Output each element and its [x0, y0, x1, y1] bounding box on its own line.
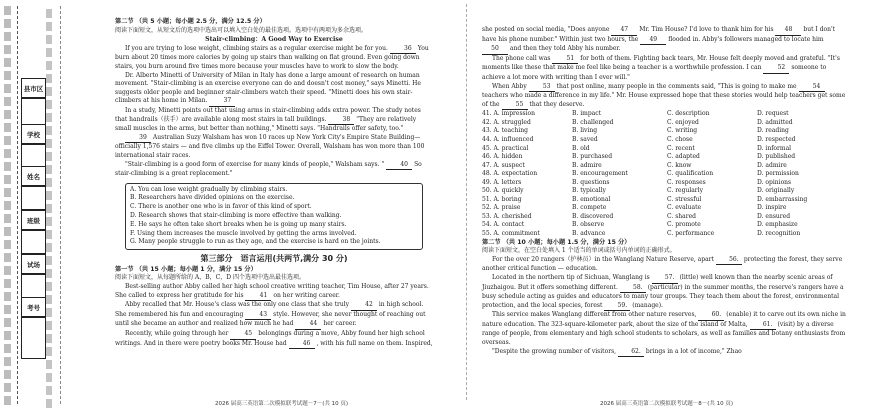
- binding-mark: [4, 370, 11, 379]
- option-item: A. You can lose weight gradually by climbing stairs.: [130, 185, 288, 193]
- blank-59[interactable]: 59.: [604, 302, 630, 312]
- text: This service makes Wanglang different from other nature reserves,: [492, 311, 697, 319]
- binding-mark: [4, 396, 11, 405]
- binding-mark: [46, 243, 52, 252]
- text: (manage).: [632, 301, 663, 309]
- text: brings in a lot of income," Zhao: [645, 347, 742, 355]
- text: For the over 20 rangers（护林员）in the Wanglang Nature Reserve, apart: [492, 255, 714, 263]
- option-item: D. Research shows that stair-climbing is more effective than walking.: [130, 212, 342, 220]
- options-box: [125, 183, 423, 251]
- paragraph: [482, 256, 847, 274]
- passage-title: Stair-climbing：A Good Way to Exercise: [205, 36, 343, 44]
- binding-marks-right: [46, 0, 55, 409]
- option-cell[interactable]: D. request: [757, 110, 789, 118]
- binding-mark: [46, 386, 52, 395]
- binding-mark: [4, 162, 11, 171]
- section-heading: 第一节 （共 15 小题；每小题 1 分，满分 15 分）: [115, 265, 257, 273]
- option-cell[interactable]: B. questions: [572, 178, 610, 186]
- option-cell[interactable]: C. description: [667, 110, 710, 118]
- option-cell[interactable]: C. chose: [667, 135, 693, 143]
- field-label: 县市区: [21, 78, 46, 98]
- option-cell[interactable]: C. recent: [667, 144, 695, 152]
- blank-46[interactable]: 46: [289, 340, 315, 350]
- field-label: 班级: [21, 210, 46, 230]
- binding-mark: [46, 113, 52, 122]
- text: Mr. Tim House? I'd love to thank him for his: [639, 26, 774, 33]
- binding-mark: [4, 175, 11, 184]
- binding-mark: [4, 279, 11, 288]
- binding-mark: [46, 126, 52, 135]
- blank-48[interactable]: 48: [775, 26, 801, 36]
- option-cell[interactable]: D. admitted: [757, 118, 793, 126]
- field-label: 学校: [21, 124, 46, 144]
- option-cell[interactable]: 51. A. boring: [482, 195, 522, 203]
- text: for both of them. Fighting back tears, Mr. House felt deeply moved and grateful. "It's moments like these that make me feel like being a teacher is a worthwhile profession. I can: [482, 54, 840, 72]
- option-cell[interactable]: 55. A. commitment: [482, 230, 540, 237]
- binding-mark: [46, 22, 52, 31]
- binding-mark: [4, 240, 11, 249]
- binding-mark: [4, 305, 11, 314]
- option-cell[interactable]: 49. A. letters: [482, 178, 522, 186]
- right-column: [482, 26, 847, 357]
- text: If you are trying to lose weight, climbing stairs as a regular exercise might be for you.: [125, 44, 388, 52]
- binding-mark: [46, 178, 52, 187]
- binding-mark: [4, 149, 11, 158]
- binding-mark: [4, 383, 11, 392]
- option-cell[interactable]: B. encouragement: [572, 170, 628, 178]
- text: protecting the forest, they serve another critical function — education.: [482, 255, 843, 273]
- blank-50[interactable]: 50: [482, 45, 508, 55]
- paragraph: [115, 134, 433, 161]
- field-box[interactable]: [21, 186, 46, 210]
- binding-mark: [4, 201, 11, 210]
- binding-mark: [46, 35, 52, 44]
- section-instructions: 阅读下面短文，从短文后的选项中选出可以填入空白处的最佳选项。选项中有两项为多余选项。: [115, 26, 368, 34]
- option-cell[interactable]: D. inspire: [757, 204, 787, 212]
- section-heading: 第二节 （共 5 小题；每小题 2.5 分，满分 12.5 分）: [115, 18, 266, 25]
- binding-mark: [46, 9, 52, 18]
- option-cell[interactable]: B. old: [572, 144, 590, 152]
- paragraph: [115, 330, 433, 349]
- option-cell[interactable]: B. typically: [572, 187, 606, 195]
- binding-mark: [4, 357, 11, 366]
- option-cell[interactable]: C. know: [667, 161, 692, 169]
- option-cell[interactable]: D. emphasize: [757, 221, 798, 229]
- option-cell[interactable]: C. shared: [667, 212, 696, 220]
- option-cell[interactable]: B. challenged: [572, 118, 614, 126]
- text: Best-selling author Abby called her high school creative writing teacher, Tim House, after 27 years. She called to express her gratitude for his: [115, 283, 429, 299]
- text: When Abby: [492, 82, 527, 90]
- page-footer-right: 2026 届高三英语第二次模拟联考试题－8－(共 10 页): [600, 401, 734, 407]
- binding-mark: [46, 230, 52, 239]
- option-cell[interactable]: D. recognition: [757, 230, 801, 237]
- binding-mark: [4, 123, 11, 132]
- option-cell[interactable]: D. respected: [757, 135, 796, 143]
- text: that post online, many people in the comments said, "This is going to make me: [556, 82, 797, 90]
- field-box[interactable]: [21, 317, 46, 359]
- binding-mark: [4, 266, 11, 275]
- binding-mark: [4, 45, 11, 54]
- binding-mark: [4, 136, 11, 145]
- option-cell[interactable]: D. informal: [757, 144, 792, 152]
- text: "Stair-climbing is a good form of exercise for many kinds of people," Walsham says. ": [125, 160, 385, 168]
- option-cell[interactable]: C. adapted: [667, 153, 700, 161]
- binding-mark: [46, 399, 52, 408]
- field-label: 考号: [21, 297, 46, 317]
- field-box[interactable]: [21, 144, 46, 168]
- binding-mark: [4, 19, 11, 28]
- option-cell[interactable]: C. evaluate: [667, 204, 702, 212]
- blank-49[interactable]: 49: [640, 36, 666, 46]
- binding-mark: [46, 308, 52, 317]
- blank-52[interactable]: 52: [763, 64, 789, 74]
- text: You burn about 20 times more calories by going up stairs than walking on flat ground. Even going down stairs, you burn around five times more because your muscles have to work to slow the body.: [115, 44, 429, 70]
- binding-mark: [46, 347, 52, 356]
- option-cell[interactable]: B. discovered: [572, 212, 614, 220]
- binding-mark: [4, 214, 11, 223]
- paragraph: [482, 55, 847, 83]
- paragraph: [482, 274, 847, 311]
- binding-mark: [46, 165, 52, 174]
- cut-line: [17, 6, 18, 404]
- binding-mark: [4, 84, 11, 93]
- binding-mark: [46, 139, 52, 148]
- binding-mark: [4, 227, 11, 236]
- binding-mark: [46, 373, 52, 382]
- binding-margin: [0, 0, 62, 409]
- option-cell[interactable]: B. impact: [572, 110, 602, 118]
- binding-mark: [4, 331, 11, 340]
- section-instructions: 阅读下面短文，从每题所给的 A，B，C，D 四个选项中选出最佳选项。: [115, 274, 305, 282]
- binding-mark: [46, 269, 52, 278]
- paragraph: [115, 301, 433, 330]
- text: and then they told Abby his number.: [509, 45, 621, 53]
- text: So stair-climbing is a great replacement.": [115, 160, 422, 178]
- text: Located in the northern tip of Sichuan, Wanglang is: [492, 273, 650, 281]
- option-cell[interactable]: D. permission: [757, 170, 799, 178]
- text: belongings during a move, Abby found her high school writings. And in there were poetry books Mr. House had: [115, 330, 425, 347]
- text: in high school. She remembered his fun and encouraging: [115, 301, 424, 318]
- text: flooded in. Abby's followers managed to locate him: [668, 35, 824, 43]
- blank-51[interactable]: 51: [552, 55, 578, 65]
- binding-mark: [46, 295, 52, 304]
- field-label: 试场: [21, 254, 46, 274]
- option-cell[interactable]: D. opinions: [757, 178, 792, 186]
- text: but I don't have his phone number." Within just two hours, the: [482, 26, 836, 43]
- binding-mark: [46, 152, 52, 161]
- text: (particular) in the summer months, the reserve's rangers have a busy schedule acting as guides and educators to many tour groups. They teach them about the forest, environmental protection, and the local species, forest: [482, 283, 844, 309]
- text: "Despite the growing number of visitors,: [492, 347, 617, 355]
- option-cell[interactable]: 46. A. hidden: [482, 153, 523, 161]
- paragraph: [482, 83, 847, 111]
- text: style. However, she never thought of reaching out until she became an author and realized how much he had: [115, 310, 426, 328]
- text: her career.: [323, 320, 357, 328]
- blank-56[interactable]: 56.: [716, 256, 742, 266]
- text: (little) well known than the nearby scenic areas of Jiuzhaigou. But it offers something different.: [482, 273, 833, 291]
- option-item: C. There is another one who is in favor of this kind of sport.: [130, 203, 312, 211]
- blank-57[interactable]: 57.: [652, 274, 678, 284]
- blank-36[interactable]: 36: [390, 45, 416, 55]
- option-cell[interactable]: D. ensured: [757, 212, 791, 220]
- text: Australian Suzy Walsham has won 10 races up New York City's Empire State Building—officially 1,576 stairs — and five climbs up the Eiffel Tower. Overall, Walsham has won more than 100 international stair races.: [115, 133, 425, 159]
- option-cell[interactable]: C. qualification: [667, 170, 714, 178]
- binding-mark: [46, 217, 52, 226]
- option-cell[interactable]: 54. A. contact: [482, 221, 525, 229]
- blank-62[interactable]: 62.: [618, 348, 644, 358]
- option-cell[interactable]: 43. A. teaching: [482, 127, 528, 135]
- blank-39[interactable]: 39: [125, 134, 151, 144]
- blank-45[interactable]: 45: [230, 330, 256, 340]
- blank-58[interactable]: 58.: [620, 284, 646, 294]
- option-cell[interactable]: 41. A. impression: [482, 110, 536, 118]
- page-divider: [466, 4, 467, 400]
- binding-mark: [46, 48, 52, 57]
- option-cell[interactable]: B. compete: [572, 204, 607, 212]
- paragraph: [115, 107, 433, 134]
- binding-mark: [4, 32, 11, 41]
- text: teachers who made a difference in my life." Mr. House expressed hope that these stories would help teachers get some of the: [482, 92, 846, 108]
- binding-mark: [46, 204, 52, 213]
- paragraph: [115, 45, 433, 72]
- field-box[interactable]: [21, 274, 46, 298]
- blank-47[interactable]: 47: [611, 26, 637, 36]
- option-cell[interactable]: B. emotional: [572, 195, 611, 203]
- binding-mark: [46, 360, 52, 369]
- binding-mark: [46, 282, 52, 291]
- binding-mark: [4, 344, 11, 353]
- option-item: E. He says he often take short breaks when he is going up many stairs.: [130, 220, 347, 228]
- paragraph: [115, 283, 433, 301]
- field-box[interactable]: [21, 98, 46, 126]
- binding-mark: [4, 318, 11, 327]
- blank-54[interactable]: 54: [799, 83, 825, 93]
- cut-line-inner: [60, 6, 61, 404]
- page-footer-left: 2026 届高三英语第二次模拟联考试题－7－(共 10 页): [215, 401, 349, 407]
- blank-43[interactable]: 43: [245, 311, 271, 321]
- blank-55[interactable]: 55: [502, 101, 528, 111]
- option-cell[interactable]: C. enjoyed: [667, 118, 699, 126]
- binding-mark: [46, 191, 52, 200]
- option-cell[interactable]: D. published: [757, 153, 796, 161]
- binding-mark: [46, 321, 52, 330]
- option-item: F. Using them increases the muscle involved by getting the arms involved.: [130, 229, 357, 237]
- text: Dr. Alberto Minetti of University of Milan in Italy has done a large amount of research on human movement. "Stair-climbing is an exercise everyone can do and doesn't cost money," says Minetti. He suggests older people and beginner stair-climbers watch their speed. "Minetti does his own stair-climbers at his home in Milan.: [115, 71, 421, 105]
- option-cell[interactable]: C. promote: [667, 221, 701, 229]
- text: Abby recalled that Mr. House's class was the only one class that she truly: [125, 301, 350, 309]
- section-instructions: 阅读下面短文，在空白处填入 1 个适当的单词或括号内单词的正确形式。: [482, 247, 676, 255]
- part-heading: 第三部分 语言运用(共两节,满分 30 分): [200, 254, 348, 264]
- option-cell[interactable]: 48. A. expectation: [482, 170, 538, 178]
- blank-40[interactable]: 40: [386, 161, 412, 171]
- binding-mark: [4, 71, 11, 80]
- paragraph: [482, 26, 847, 55]
- binding-marks-left: [4, 0, 13, 409]
- text: that they deserve.: [529, 100, 585, 108]
- text: on her writing career.: [273, 291, 340, 299]
- binding-mark: [4, 188, 11, 197]
- binding-mark: [46, 74, 52, 83]
- paragraph: [115, 72, 433, 107]
- option-cell[interactable]: B. saved: [572, 135, 598, 143]
- option-cell[interactable]: D. admire: [757, 161, 787, 169]
- binding-mark: [46, 256, 52, 265]
- option-cell[interactable]: D. originally: [757, 187, 795, 195]
- paragraph: [482, 311, 847, 347]
- binding-mark: [46, 334, 52, 343]
- section-heading: 第二节 （共 10 小题；每小题 1.5 分，满分 15 分）: [482, 238, 631, 246]
- option-cell[interactable]: C. responses: [667, 178, 706, 186]
- option-cell[interactable]: 53. A. cherished: [482, 212, 532, 220]
- option-cell[interactable]: C. writing: [667, 127, 698, 135]
- option-cell[interactable]: B. purchased: [572, 153, 613, 161]
- text: someone to achieve a lot more with writing than I ever will.": [482, 64, 827, 81]
- binding-mark: [4, 110, 11, 119]
- blank-53[interactable]: 53: [529, 83, 555, 93]
- option-cell[interactable]: 52. A. praise: [482, 204, 521, 212]
- option-cell[interactable]: 47. A. suspect: [482, 161, 525, 169]
- binding-mark: [4, 97, 11, 106]
- field-label: 姓名: [21, 166, 46, 186]
- text: Recently, while going through her: [125, 330, 229, 338]
- option-cell[interactable]: 42. A. struggled: [482, 118, 531, 126]
- option-cell[interactable]: B. admire: [572, 161, 602, 169]
- blank-37[interactable]: 37: [209, 97, 235, 107]
- text: The phone call was: [492, 54, 551, 62]
- option-item: B. Researchers have divided opinions on the exercise.: [130, 194, 295, 202]
- option-cell[interactable]: C. stressful: [667, 195, 702, 203]
- binding-mark: [4, 292, 11, 301]
- left-column: [115, 18, 433, 349]
- binding-mark: [4, 58, 11, 67]
- option-cell[interactable]: D. embarrassing: [757, 195, 808, 203]
- option-cell[interactable]: B. living: [572, 127, 598, 135]
- text: (visit) by a diverse range of people, from elementary and high school students to scholars, as well as families and botany enthusiasts from overseas.: [482, 320, 846, 347]
- option-cell[interactable]: C. performance: [667, 230, 715, 237]
- paragraph: [482, 348, 847, 358]
- binding-mark: [4, 6, 11, 15]
- binding-mark: [46, 61, 52, 70]
- blank-61[interactable]: 61.: [750, 321, 776, 331]
- blank-44[interactable]: 44: [295, 320, 321, 330]
- binding-mark: [46, 100, 52, 109]
- option-cell[interactable]: 50. A. quickly: [482, 187, 524, 195]
- text: In a study, Minetti points out that using arms in stair-climbing adds extra power. The study notes that handrails（扶手）are available along most stairs in tall buildings.: [115, 106, 421, 123]
- text: , with his full name on them. Inspired,: [316, 339, 433, 347]
- blank-60[interactable]: 60.: [698, 311, 724, 321]
- text: (enable) it to carve out its own niche in nature education. The 323-square-kilometer park, about the size of the island of Malta,: [482, 311, 846, 328]
- field-box[interactable]: [21, 230, 46, 254]
- blank-42[interactable]: 42: [351, 301, 377, 311]
- option-cell[interactable]: 45. A. practical: [482, 144, 529, 152]
- option-item: G. Many people struggle to run as they age, and the exercise is hard on the joints.: [130, 238, 381, 246]
- paragraph: [115, 161, 433, 179]
- binding-mark: [4, 253, 11, 262]
- blank-41[interactable]: 41: [245, 292, 271, 302]
- option-cell[interactable]: D. reading: [757, 127, 789, 135]
- option-cell[interactable]: 44. A. influenced: [482, 135, 534, 143]
- option-cell[interactable]: C. regularly: [667, 187, 703, 195]
- text: she posted on social media, "Does anyone: [482, 26, 610, 33]
- answer-options-table: [482, 110, 847, 238]
- text: "They are relatively small muscles in the arms, but better than nothing," Minetti says. "Handrails offer safety, too.": [115, 115, 417, 133]
- option-cell[interactable]: B. observe: [572, 221, 605, 229]
- option-cell[interactable]: B. advance: [572, 230, 606, 237]
- binding-mark: [46, 87, 52, 96]
- blank-38[interactable]: 38: [328, 116, 354, 126]
